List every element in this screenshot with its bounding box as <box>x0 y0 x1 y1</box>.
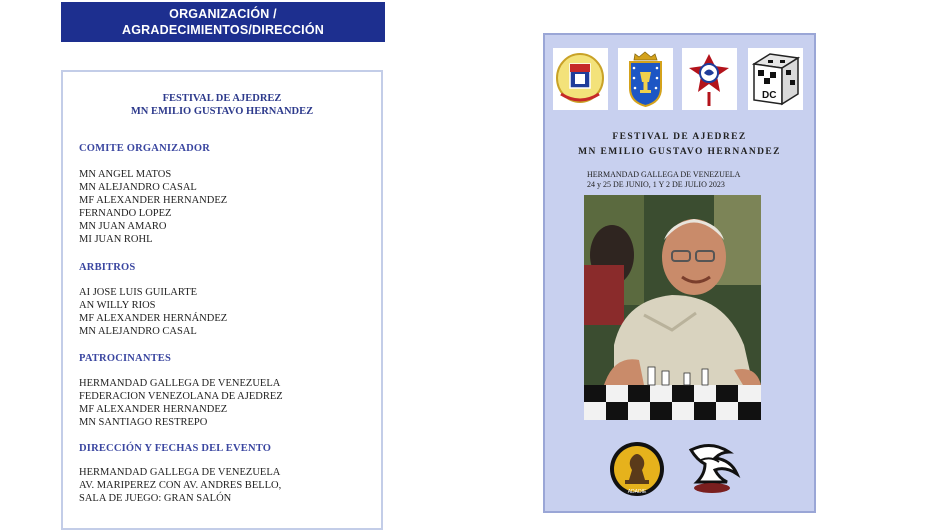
dice-logo-text: DC <box>762 90 777 101</box>
list-direccion <box>79 466 281 505</box>
header-banner <box>61 2 385 42</box>
header-line-2: AGRADECIMIENTOS/DIRECCIÓN <box>121 23 324 37</box>
section-heading-direccion: DIRECCIÓN Y FECHAS DEL EVENTO <box>79 443 272 454</box>
list-item: AI JOSE LUIS GUILARTE <box>79 287 198 298</box>
chess-board <box>584 385 761 420</box>
list-item: AN WILLY RIOS <box>79 300 156 311</box>
section-heading-patrocinantes: PATROCINANTES <box>79 353 172 364</box>
dove-logo <box>681 440 743 503</box>
list-item: FERNANDO LOPEZ <box>79 208 172 219</box>
poster-venue <box>587 170 740 190</box>
event-poster <box>543 33 816 513</box>
list-item: SALA DE JUEGO: GRAN SALÓN <box>79 493 232 504</box>
poster-title-line-2: MN EMILIO GUSTAVO HERNANDEZ <box>578 147 781 157</box>
list-item: MN JUAN AMARO <box>79 221 167 232</box>
doc-title-line-1: FESTIVAL DE AJEDREZ <box>162 93 282 104</box>
poster-venue-line-1: HERMANDAD GALLEGA DE VENEZUELA <box>587 170 741 179</box>
doc-title-line-2: MN EMILIO GUSTAVO HERNANDEZ <box>130 106 314 117</box>
section-heading-comite: COMITE ORGANIZADOR <box>79 143 211 154</box>
doc-title <box>63 92 381 118</box>
dice-logo <box>748 48 803 110</box>
list-item: MN ALEJANDRO CASAL <box>79 182 197 193</box>
list-item: MF ALEXANDER HERNANDEZ <box>79 404 228 415</box>
list-patrocinantes <box>79 377 283 429</box>
galicia-coat-of-arms-logo <box>618 48 673 110</box>
association-logo <box>553 48 608 110</box>
list-item: HERMANDAD GALLEGA DE VENEZUELA <box>79 467 281 478</box>
cross-emblem-logo <box>682 48 737 110</box>
list-item: MN SANTIAGO RESTREPO <box>79 417 208 428</box>
header-line-1: ORGANIZACIÓN / <box>169 7 277 21</box>
list-item: MF ALEXANDER HERNANDEZ <box>79 195 228 206</box>
list-item: MN ALEJANDRO CASAL <box>79 326 197 337</box>
list-item: MN ANGEL MATOS <box>79 169 172 180</box>
list-item: HERMANDAD GALLEGA DE VENEZUELA <box>79 378 281 389</box>
list-item: AV. MARIPEREZ CON AV. ANDRES BELLO, <box>79 480 282 491</box>
list-item: FEDERACION VENEZOLANA DE AJEDREZ <box>79 391 283 402</box>
list-item: MI JUAN ROHL <box>79 234 153 245</box>
section-heading-arbitros: ARBITROS <box>79 262 136 273</box>
player-photo <box>584 195 761 420</box>
list-arbitros <box>79 286 227 338</box>
list-comite <box>79 168 227 246</box>
organization-panel <box>61 70 383 530</box>
club-logo-text: ADADIE <box>627 489 647 495</box>
poster-venue-line-2: 24 y 25 DE JUNIO, 1 Y 2 DE JULIO 2023 <box>587 180 725 189</box>
club-logo <box>607 440 667 503</box>
poster-title <box>545 130 814 160</box>
poster-title-line-1: FESTIVAL DE AJEDREZ <box>612 132 747 142</box>
list-item: MF ALEXANDER HERNÁNDEZ <box>79 313 228 324</box>
